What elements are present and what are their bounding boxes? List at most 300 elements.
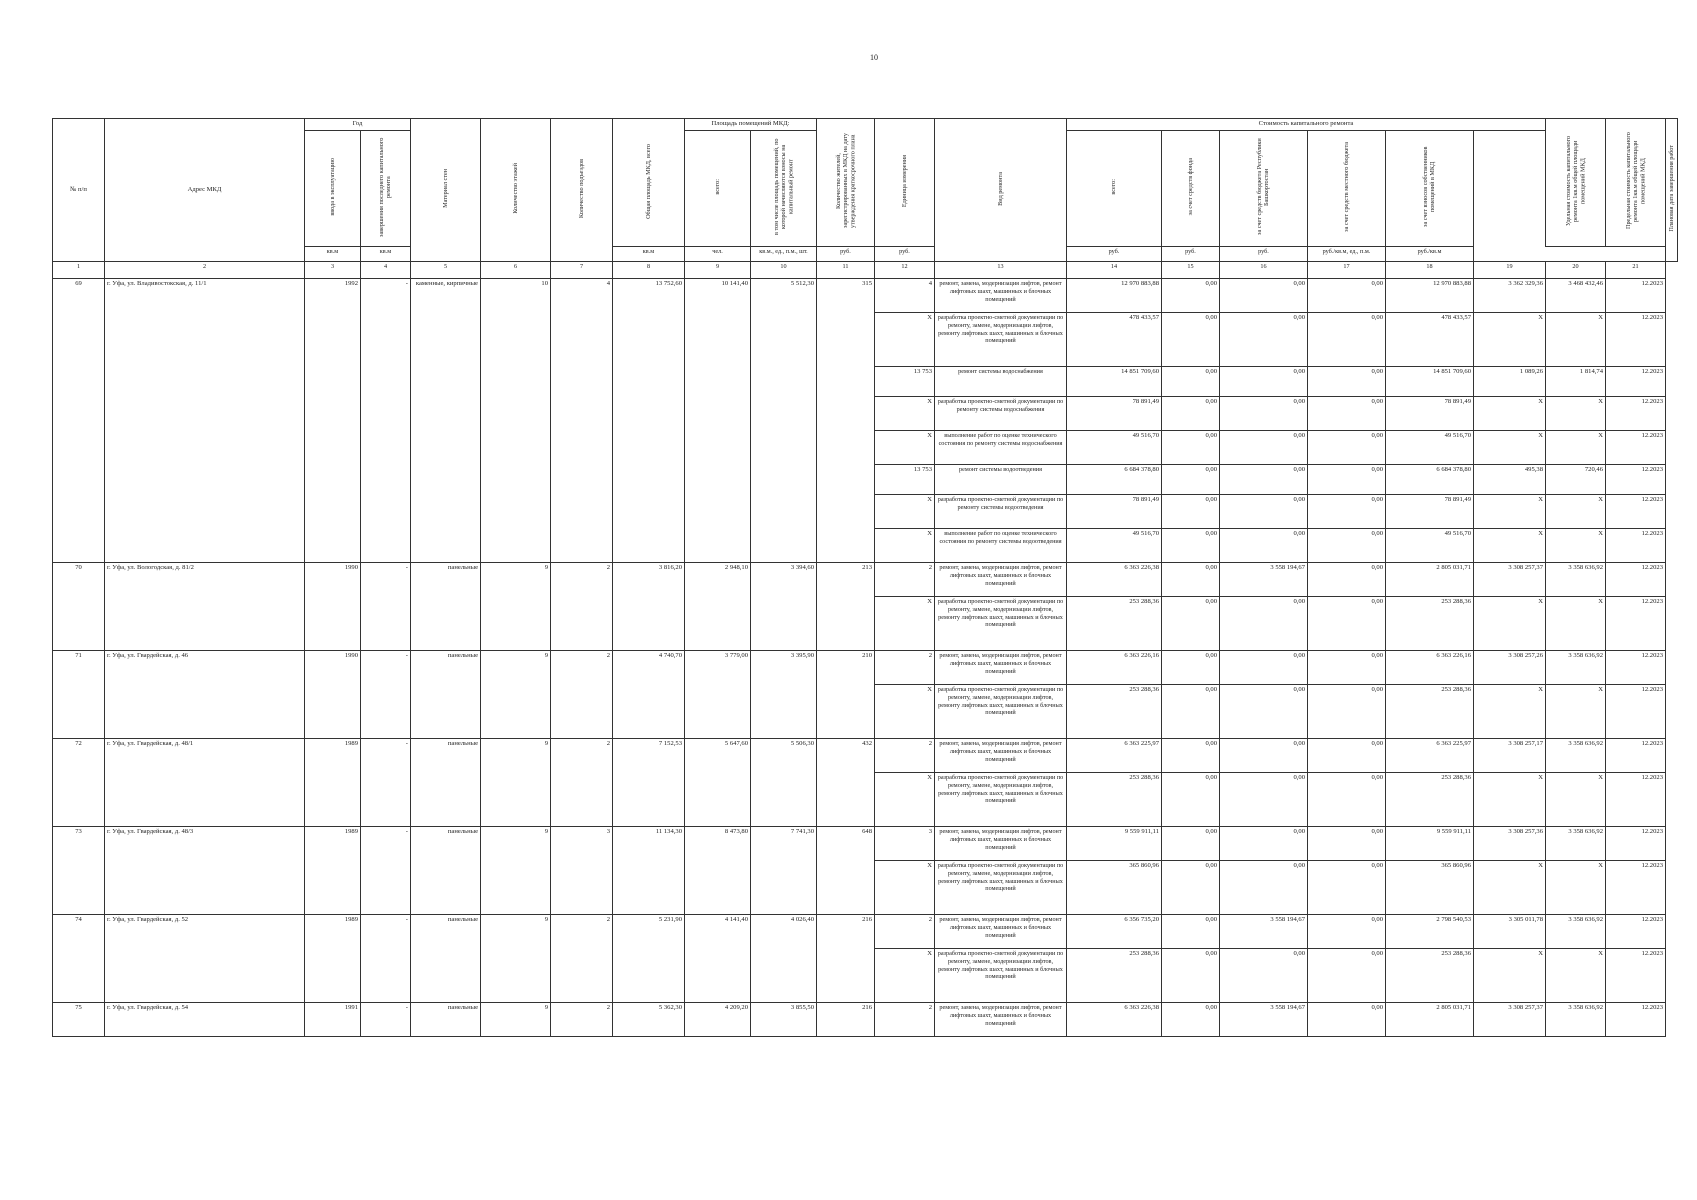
work-date-cell: 12.2023 bbox=[1606, 773, 1666, 827]
work-ucost-cell: 1 089,26 bbox=[1474, 367, 1546, 397]
header-cost-local: за счет средств местного бюджета bbox=[1308, 131, 1386, 247]
house-year-cell: 1989 bbox=[305, 915, 361, 1003]
work-owners-cell: 9 559 911,11 bbox=[1386, 827, 1474, 861]
house-year-cell: 1992 bbox=[305, 279, 361, 563]
work-total-cell: 253 288,36 bbox=[1067, 949, 1162, 1003]
table-row bbox=[53, 915, 1678, 949]
work-date-cell: 12.2023 bbox=[1606, 685, 1666, 739]
work-fund-cell: 0,00 bbox=[1162, 1003, 1220, 1037]
house-last-cell: - bbox=[361, 279, 411, 563]
work-date-cell: 12.2023 bbox=[1606, 739, 1666, 773]
work-rb-cell: 0,00 bbox=[1220, 465, 1308, 495]
work-unit-cell: 3 bbox=[875, 827, 935, 861]
work-owners-cell: 253 288,36 bbox=[1386, 949, 1474, 1003]
work-unit-cell: 2 bbox=[875, 915, 935, 949]
house-entrances-cell: 4 bbox=[551, 279, 613, 563]
work-lcost-cell: X bbox=[1546, 861, 1606, 915]
house-total-area-cell: 5 362,30 bbox=[613, 1003, 685, 1037]
work-total-cell: 78 891,49 bbox=[1067, 495, 1162, 529]
house-area-repair-cell: 5 506,30 bbox=[751, 739, 817, 827]
work-unit-cell: 2 bbox=[875, 739, 935, 773]
work-fund-cell: 0,00 bbox=[1162, 529, 1220, 563]
work-type-cell: ремонт, замена, модернизация лифтов, ремонт лифтовых шахт, машинных и блочных помещений bbox=[935, 915, 1067, 949]
work-ucost-cell: 3 308 257,26 bbox=[1474, 651, 1546, 685]
header-deadline: Плановая дата завершения работ bbox=[1666, 119, 1678, 262]
house-area-all-cell: 4 209,20 bbox=[685, 1003, 751, 1037]
work-total-cell: 9 559 911,11 bbox=[1067, 827, 1162, 861]
work-owners-cell: 78 891,49 bbox=[1386, 495, 1474, 529]
house-total-area-cell: 5 231,90 bbox=[613, 915, 685, 1003]
work-type-cell: ремонт системы водоотведения bbox=[935, 465, 1067, 495]
house-wall-cell: панельные bbox=[411, 827, 481, 915]
work-owners-cell: 253 288,36 bbox=[1386, 773, 1474, 827]
house-total-area-cell: 13 752,60 bbox=[613, 279, 685, 563]
work-ucost-cell: 3 308 257,36 bbox=[1474, 827, 1546, 861]
house-num-cell: 71 bbox=[53, 651, 105, 739]
work-unit-cell: X bbox=[875, 529, 935, 563]
work-date-cell: 12.2023 bbox=[1606, 313, 1666, 367]
house-entrances-cell: 2 bbox=[551, 1003, 613, 1037]
work-type-cell: разработка проектно-сметной документации по ремонту, замене, модернизации лифтов, ремонту лифтовых шахт, машинных и блочных помещений bbox=[935, 773, 1067, 827]
work-total-cell: 478 433,57 bbox=[1067, 313, 1162, 367]
work-fund-cell: 0,00 bbox=[1162, 465, 1220, 495]
house-area-repair-cell: 5 512,30 bbox=[751, 279, 817, 563]
house-num-cell: 69 bbox=[53, 279, 105, 563]
house-address-cell: г. Уфа, ул. Гвардейская, д. 52 bbox=[105, 915, 305, 1003]
header-area-repair: в том числе площадь помещений, по которой начисляются взносы на капитальный ремонт bbox=[751, 131, 817, 247]
work-unit-cell: 2 bbox=[875, 1003, 935, 1037]
header-cost-fund: за счет средств фонда bbox=[1162, 131, 1220, 247]
work-local-cell: 0,00 bbox=[1308, 431, 1386, 465]
work-unit-cell: 2 bbox=[875, 563, 935, 597]
house-residents-cell: 216 bbox=[817, 1003, 875, 1037]
house-address-cell: г. Уфа, ул. Гвардейская, д. 46 bbox=[105, 651, 305, 739]
work-lcost-cell: 3 358 636,92 bbox=[1546, 651, 1606, 685]
work-local-cell: 0,00 bbox=[1308, 367, 1386, 397]
work-unit-cell: X bbox=[875, 597, 935, 651]
work-type-cell: разработка проектно-сметной документации по ремонту системы водоотведения bbox=[935, 495, 1067, 529]
work-unit-cell: X bbox=[875, 397, 935, 431]
header-wall: Материал стен bbox=[411, 119, 481, 262]
work-owners-cell: 478 433,57 bbox=[1386, 313, 1474, 367]
work-lcost-cell: 1 814,74 bbox=[1546, 367, 1606, 397]
work-total-cell: 6 356 735,20 bbox=[1067, 915, 1162, 949]
work-date-cell: 12.2023 bbox=[1606, 367, 1666, 397]
work-rb-cell: 0,00 bbox=[1220, 739, 1308, 773]
work-lcost-cell: 3 358 636,92 bbox=[1546, 827, 1606, 861]
house-area-all-cell: 5 647,60 bbox=[685, 739, 751, 827]
header-cost-owners: за счет взносов собственников помещений в МКД bbox=[1386, 131, 1474, 247]
header-area-group: Площадь помещений МКД: bbox=[685, 119, 817, 131]
work-owners-cell: 49 516,70 bbox=[1386, 431, 1474, 465]
work-rb-cell: 0,00 bbox=[1220, 827, 1308, 861]
work-fund-cell: 0,00 bbox=[1162, 915, 1220, 949]
house-address-cell: г. Уфа, ул. Гвардейская, д. 48/3 bbox=[105, 827, 305, 915]
work-type-cell: ремонт, замена, модернизация лифтов, ремонт лифтовых шахт, машинных и блочных помещений bbox=[935, 1003, 1067, 1037]
header-cost-group: Стоимость капитального ремонта bbox=[1067, 119, 1546, 131]
work-local-cell: 0,00 bbox=[1308, 465, 1386, 495]
work-date-cell: 12.2023 bbox=[1606, 597, 1666, 651]
header-limit-cost: Предельная стоимость капитального ремонта 1кв.м общей площади помещений МКД bbox=[1606, 119, 1666, 247]
table-body bbox=[53, 279, 1678, 1037]
work-type-cell: ремонт, замена, модернизация лифтов, ремонт лифтовых шахт, машинных и блочных помещений bbox=[935, 279, 1067, 313]
work-ucost-cell: 3 362 329,36 bbox=[1474, 279, 1546, 313]
work-fund-cell: 0,00 bbox=[1162, 313, 1220, 367]
header-year-group: Год bbox=[305, 119, 411, 131]
house-wall-cell: панельные bbox=[411, 563, 481, 651]
house-wall-cell: панельные bbox=[411, 1003, 481, 1037]
table-row bbox=[53, 563, 1678, 597]
work-date-cell: 12.2023 bbox=[1606, 861, 1666, 915]
work-rb-cell: 0,00 bbox=[1220, 597, 1308, 651]
work-fund-cell: 0,00 bbox=[1162, 431, 1220, 465]
house-residents-cell: 216 bbox=[817, 915, 875, 1003]
work-rb-cell: 3 558 194,67 bbox=[1220, 563, 1308, 597]
table-row bbox=[53, 827, 1678, 861]
table-row bbox=[53, 739, 1678, 773]
work-unit-cell: X bbox=[875, 949, 935, 1003]
work-date-cell: 12.2023 bbox=[1606, 827, 1666, 861]
work-local-cell: 0,00 bbox=[1308, 1003, 1386, 1037]
column-numbers-row: 1 2 3 4 5 6 7 8 9 10 11 12 13 14 15 16 17 18 19 20 21 bbox=[53, 262, 1678, 279]
work-date-cell: 12.2023 bbox=[1606, 529, 1666, 563]
house-total-area-cell: 3 816,20 bbox=[613, 563, 685, 651]
house-num-cell: 72 bbox=[53, 739, 105, 827]
house-residents-cell: 315 bbox=[817, 279, 875, 563]
house-floors-cell: 9 bbox=[481, 915, 551, 1003]
table-row bbox=[53, 279, 1678, 313]
work-type-cell: ремонт, замена, модернизация лифтов, ремонт лифтовых шахт, машинных и блочных помещений bbox=[935, 739, 1067, 773]
units-row: кв.м кв.м кв.м чел. кв.м., ед., п.м., шт. руб. руб. руб. руб. руб. руб./кв.м, ед., п.м. руб./кв.м bbox=[53, 247, 1678, 262]
work-ucost-cell: X bbox=[1474, 529, 1546, 563]
work-lcost-cell: X bbox=[1546, 397, 1606, 431]
work-total-cell: 49 516,70 bbox=[1067, 529, 1162, 563]
house-residents-cell: 213 bbox=[817, 563, 875, 651]
table-row bbox=[53, 1003, 1678, 1037]
work-rb-cell: 0,00 bbox=[1220, 529, 1308, 563]
house-year-cell: 1990 bbox=[305, 563, 361, 651]
house-year-cell: 1989 bbox=[305, 827, 361, 915]
house-area-repair-cell: 3 855,50 bbox=[751, 1003, 817, 1037]
work-rb-cell: 3 558 194,67 bbox=[1220, 915, 1308, 949]
header-num: № п/п bbox=[53, 119, 105, 262]
house-address-cell: г. Уфа, ул. Гвардейская, д. 48/1 bbox=[105, 739, 305, 827]
work-date-cell: 12.2023 bbox=[1606, 397, 1666, 431]
house-residents-cell: 648 bbox=[817, 827, 875, 915]
work-local-cell: 0,00 bbox=[1308, 861, 1386, 915]
work-unit-cell: X bbox=[875, 773, 935, 827]
work-lcost-cell: X bbox=[1546, 773, 1606, 827]
header-address: Адрес МКД bbox=[105, 119, 305, 262]
work-owners-cell: 2 798 540,53 bbox=[1386, 915, 1474, 949]
work-type-cell: разработка проектно-сметной документации по ремонту, замене, модернизации лифтов, ремонту лифтовых шахт, машинных и блочных помещений bbox=[935, 597, 1067, 651]
work-rb-cell: 0,00 bbox=[1220, 861, 1308, 915]
header-work-type: Вид ремонта bbox=[935, 119, 1067, 262]
house-address-cell: г. Уфа, ул. Вологодская, д. 81/2 bbox=[105, 563, 305, 651]
work-unit-cell: X bbox=[875, 431, 935, 465]
header-cost-rb: за счет средств бюджета Республики Башкортостан bbox=[1220, 131, 1308, 247]
house-residents-cell: 210 bbox=[817, 651, 875, 739]
house-entrances-cell: 2 bbox=[551, 563, 613, 651]
work-rb-cell: 0,00 bbox=[1220, 313, 1308, 367]
work-date-cell: 12.2023 bbox=[1606, 651, 1666, 685]
work-type-cell: разработка проектно-сметной документации по ремонту системы водоснабжения bbox=[935, 397, 1067, 431]
table-row bbox=[53, 651, 1678, 685]
work-lcost-cell: 3 468 432,46 bbox=[1546, 279, 1606, 313]
house-num-cell: 70 bbox=[53, 563, 105, 651]
header-total-area: Общая площадь МКД, всего bbox=[613, 119, 685, 247]
work-local-cell: 0,00 bbox=[1308, 313, 1386, 367]
work-local-cell: 0,00 bbox=[1308, 827, 1386, 861]
header-floors: Количество этажей bbox=[481, 119, 551, 262]
work-ucost-cell: X bbox=[1474, 397, 1546, 431]
house-floors-cell: 9 bbox=[481, 739, 551, 827]
work-unit-cell: 2 bbox=[875, 651, 935, 685]
house-num-cell: 74 bbox=[53, 915, 105, 1003]
header-year-last-repair: завершения последнего капитального ремонта bbox=[361, 131, 411, 247]
work-type-cell: выполнение работ по оценке технического состояния по ремонту системы водоснабжения bbox=[935, 431, 1067, 465]
work-rb-cell: 0,00 bbox=[1220, 397, 1308, 431]
work-rb-cell: 0,00 bbox=[1220, 773, 1308, 827]
work-total-cell: 78 891,49 bbox=[1067, 397, 1162, 431]
work-ucost-cell: X bbox=[1474, 685, 1546, 739]
work-lcost-cell: 3 358 636,92 bbox=[1546, 1003, 1606, 1037]
house-floors-cell: 9 bbox=[481, 651, 551, 739]
house-area-all-cell: 3 779,00 bbox=[685, 651, 751, 739]
header-residents: Количество жителей, зарегистрированных в МКД на дату утверждения краткосрочного плана bbox=[817, 119, 875, 247]
header-year-built: ввода в эксплуатацию bbox=[305, 131, 361, 247]
work-ucost-cell: X bbox=[1474, 313, 1546, 367]
work-rb-cell: 0,00 bbox=[1220, 495, 1308, 529]
work-lcost-cell: 720,46 bbox=[1546, 465, 1606, 495]
work-local-cell: 0,00 bbox=[1308, 563, 1386, 597]
house-entrances-cell: 2 bbox=[551, 739, 613, 827]
work-fund-cell: 0,00 bbox=[1162, 563, 1220, 597]
work-type-cell: ремонт, замена, модернизация лифтов, ремонт лифтовых шахт, машинных и блочных помещений bbox=[935, 827, 1067, 861]
house-area-repair-cell: 3 395,90 bbox=[751, 651, 817, 739]
work-fund-cell: 0,00 bbox=[1162, 279, 1220, 313]
header-unit: Единица измерения bbox=[875, 119, 935, 247]
work-owners-cell: 6 684 378,80 bbox=[1386, 465, 1474, 495]
work-local-cell: 0,00 bbox=[1308, 597, 1386, 651]
work-total-cell: 12 970 883,88 bbox=[1067, 279, 1162, 313]
work-ucost-cell: X bbox=[1474, 773, 1546, 827]
table-header bbox=[53, 119, 1678, 279]
work-local-cell: 0,00 bbox=[1308, 739, 1386, 773]
house-year-cell: 1991 bbox=[305, 1003, 361, 1037]
work-total-cell: 6 363 226,38 bbox=[1067, 1003, 1162, 1037]
work-fund-cell: 0,00 bbox=[1162, 597, 1220, 651]
work-date-cell: 12.2023 bbox=[1606, 495, 1666, 529]
house-year-cell: 1989 bbox=[305, 739, 361, 827]
work-total-cell: 6 363 225,97 bbox=[1067, 739, 1162, 773]
work-type-cell: ремонт, замена, модернизация лифтов, ремонт лифтовых шахт, машинных и блочных помещений bbox=[935, 563, 1067, 597]
header-area-all: всего: bbox=[685, 131, 751, 247]
house-last-cell: - bbox=[361, 915, 411, 1003]
work-lcost-cell: X bbox=[1546, 949, 1606, 1003]
house-area-all-cell: 4 141,40 bbox=[685, 915, 751, 1003]
work-type-cell: разработка проектно-сметной документации по ремонту, замене, модернизации лифтов, ремонту лифтовых шахт, машинных и блочных помещений bbox=[935, 949, 1067, 1003]
work-lcost-cell: X bbox=[1546, 597, 1606, 651]
work-type-cell: разработка проектно-сметной документации по ремонту, замене, модернизации лифтов, ремонту лифтовых шахт, машинных и блочных помещений bbox=[935, 861, 1067, 915]
work-lcost-cell: 3 358 636,92 bbox=[1546, 563, 1606, 597]
house-address-cell: г. Уфа, ул. Владивостокская, д. 11/1 bbox=[105, 279, 305, 563]
work-total-cell: 6 363 226,16 bbox=[1067, 651, 1162, 685]
work-date-cell: 12.2023 bbox=[1606, 431, 1666, 465]
work-unit-cell: 13 753 bbox=[875, 465, 935, 495]
house-area-all-cell: 8 473,80 bbox=[685, 827, 751, 915]
work-lcost-cell: X bbox=[1546, 431, 1606, 465]
work-date-cell: 12.2023 bbox=[1606, 1003, 1666, 1037]
work-owners-cell: 253 288,36 bbox=[1386, 597, 1474, 651]
page-number: 10 bbox=[870, 53, 878, 62]
work-ucost-cell: X bbox=[1474, 495, 1546, 529]
work-rb-cell: 0,00 bbox=[1220, 949, 1308, 1003]
house-area-repair-cell: 7 741,30 bbox=[751, 827, 817, 915]
work-ucost-cell: X bbox=[1474, 949, 1546, 1003]
work-unit-cell: X bbox=[875, 685, 935, 739]
house-total-area-cell: 11 134,30 bbox=[613, 827, 685, 915]
work-local-cell: 0,00 bbox=[1308, 279, 1386, 313]
work-owners-cell: 12 970 883,88 bbox=[1386, 279, 1474, 313]
work-ucost-cell: X bbox=[1474, 597, 1546, 651]
work-ucost-cell: 3 308 257,37 bbox=[1474, 563, 1546, 597]
work-total-cell: 253 288,36 bbox=[1067, 685, 1162, 739]
house-entrances-cell: 2 bbox=[551, 651, 613, 739]
work-unit-cell: X bbox=[875, 495, 935, 529]
work-lcost-cell: X bbox=[1546, 685, 1606, 739]
work-fund-cell: 0,00 bbox=[1162, 949, 1220, 1003]
work-local-cell: 0,00 bbox=[1308, 397, 1386, 431]
work-ucost-cell: 3 308 257,37 bbox=[1474, 1003, 1546, 1037]
house-wall-cell: панельные bbox=[411, 739, 481, 827]
work-rb-cell: 0,00 bbox=[1220, 685, 1308, 739]
work-date-cell: 12.2023 bbox=[1606, 279, 1666, 313]
work-lcost-cell: X bbox=[1546, 529, 1606, 563]
work-local-cell: 0,00 bbox=[1308, 495, 1386, 529]
work-total-cell: 14 851 709,60 bbox=[1067, 367, 1162, 397]
house-floors-cell: 9 bbox=[481, 1003, 551, 1037]
house-num-cell: 73 bbox=[53, 827, 105, 915]
house-address-cell: г. Уфа, ул. Гвардейская, д. 54 bbox=[105, 1003, 305, 1037]
work-total-cell: 6 363 226,38 bbox=[1067, 563, 1162, 597]
work-fund-cell: 0,00 bbox=[1162, 495, 1220, 529]
header-entrances: Количество подъездов bbox=[551, 119, 613, 262]
work-total-cell: 6 684 378,80 bbox=[1067, 465, 1162, 495]
house-floors-cell: 10 bbox=[481, 279, 551, 563]
work-fund-cell: 0,00 bbox=[1162, 651, 1220, 685]
work-total-cell: 365 860,96 bbox=[1067, 861, 1162, 915]
work-rb-cell: 0,00 bbox=[1220, 431, 1308, 465]
house-entrances-cell: 3 bbox=[551, 827, 613, 915]
work-local-cell: 0,00 bbox=[1308, 651, 1386, 685]
work-fund-cell: 0,00 bbox=[1162, 367, 1220, 397]
work-fund-cell: 0,00 bbox=[1162, 827, 1220, 861]
house-last-cell: - bbox=[361, 739, 411, 827]
work-unit-cell: X bbox=[875, 313, 935, 367]
work-lcost-cell: 3 358 636,92 bbox=[1546, 739, 1606, 773]
work-type-cell: разработка проектно-сметной документации по ремонту, замене, модернизации лифтов, ремонту лифтовых шахт, машинных и блочных помещений bbox=[935, 313, 1067, 367]
work-owners-cell: 253 288,36 bbox=[1386, 685, 1474, 739]
work-type-cell: ремонт, замена, модернизация лифтов, ремонт лифтовых шахт, машинных и блочных помещений bbox=[935, 651, 1067, 685]
work-ucost-cell: 3 308 257,17 bbox=[1474, 739, 1546, 773]
house-num-cell: 75 bbox=[53, 1003, 105, 1037]
work-lcost-cell: X bbox=[1546, 313, 1606, 367]
header-cost-total: всего: bbox=[1067, 131, 1162, 247]
house-wall-cell: каменные, кирпичные bbox=[411, 279, 481, 563]
work-ucost-cell: X bbox=[1474, 431, 1546, 465]
work-owners-cell: 2 805 031,71 bbox=[1386, 1003, 1474, 1037]
house-entrances-cell: 2 bbox=[551, 915, 613, 1003]
work-local-cell: 0,00 bbox=[1308, 773, 1386, 827]
work-rb-cell: 0,00 bbox=[1220, 367, 1308, 397]
house-wall-cell: панельные bbox=[411, 651, 481, 739]
house-area-repair-cell: 4 026,40 bbox=[751, 915, 817, 1003]
house-area-repair-cell: 3 394,60 bbox=[751, 563, 817, 651]
house-last-cell: - bbox=[361, 563, 411, 651]
work-rb-cell: 0,00 bbox=[1220, 651, 1308, 685]
work-local-cell: 0,00 bbox=[1308, 915, 1386, 949]
work-ucost-cell: 3 305 011,78 bbox=[1474, 915, 1546, 949]
repair-plan-table bbox=[52, 118, 1678, 1037]
work-type-cell: выполнение работ по оценке технического состояния по ремонту системы водоотведения bbox=[935, 529, 1067, 563]
house-area-all-cell: 2 948,10 bbox=[685, 563, 751, 651]
house-last-cell: - bbox=[361, 827, 411, 915]
work-ucost-cell: X bbox=[1474, 861, 1546, 915]
work-total-cell: 253 288,36 bbox=[1067, 773, 1162, 827]
house-year-cell: 1990 bbox=[305, 651, 361, 739]
house-area-all-cell: 10 141,40 bbox=[685, 279, 751, 563]
work-date-cell: 12.2023 bbox=[1606, 949, 1666, 1003]
work-lcost-cell: 3 358 636,92 bbox=[1546, 915, 1606, 949]
work-unit-cell: 13 753 bbox=[875, 367, 935, 397]
house-total-area-cell: 4 740,70 bbox=[613, 651, 685, 739]
work-type-cell: разработка проектно-сметной документации по ремонту, замене, модернизации лифтов, ремонту лифтовых шахт, машинных и блочных помещений bbox=[935, 685, 1067, 739]
house-last-cell: - bbox=[361, 651, 411, 739]
work-date-cell: 12.2023 bbox=[1606, 465, 1666, 495]
work-type-cell: ремонт системы водоснабжения bbox=[935, 367, 1067, 397]
work-total-cell: 49 516,70 bbox=[1067, 431, 1162, 465]
work-total-cell: 253 288,36 bbox=[1067, 597, 1162, 651]
work-fund-cell: 0,00 bbox=[1162, 397, 1220, 431]
work-unit-cell: X bbox=[875, 861, 935, 915]
house-total-area-cell: 7 152,53 bbox=[613, 739, 685, 827]
work-lcost-cell: X bbox=[1546, 495, 1606, 529]
header-unit-cost: Удельная стоимость капитального ремонта 1кв.м общей площади помещений МКД bbox=[1546, 119, 1606, 247]
work-fund-cell: 0,00 bbox=[1162, 739, 1220, 773]
work-rb-cell: 0,00 bbox=[1220, 279, 1308, 313]
house-residents-cell: 432 bbox=[817, 739, 875, 827]
work-local-cell: 0,00 bbox=[1308, 685, 1386, 739]
work-owners-cell: 6 363 226,16 bbox=[1386, 651, 1474, 685]
house-wall-cell: панельные bbox=[411, 915, 481, 1003]
house-floors-cell: 9 bbox=[481, 827, 551, 915]
house-last-cell: - bbox=[361, 1003, 411, 1037]
work-local-cell: 0,00 bbox=[1308, 529, 1386, 563]
work-fund-cell: 0,00 bbox=[1162, 861, 1220, 915]
work-owners-cell: 78 891,49 bbox=[1386, 397, 1474, 431]
work-date-cell: 12.2023 bbox=[1606, 915, 1666, 949]
work-fund-cell: 0,00 bbox=[1162, 773, 1220, 827]
work-date-cell: 12.2023 bbox=[1606, 563, 1666, 597]
work-owners-cell: 14 851 709,60 bbox=[1386, 367, 1474, 397]
work-unit-cell: 4 bbox=[875, 279, 935, 313]
work-owners-cell: 365 860,96 bbox=[1386, 861, 1474, 915]
work-owners-cell: 6 363 225,97 bbox=[1386, 739, 1474, 773]
work-local-cell: 0,00 bbox=[1308, 949, 1386, 1003]
work-owners-cell: 49 516,70 bbox=[1386, 529, 1474, 563]
work-ucost-cell: 495,38 bbox=[1474, 465, 1546, 495]
